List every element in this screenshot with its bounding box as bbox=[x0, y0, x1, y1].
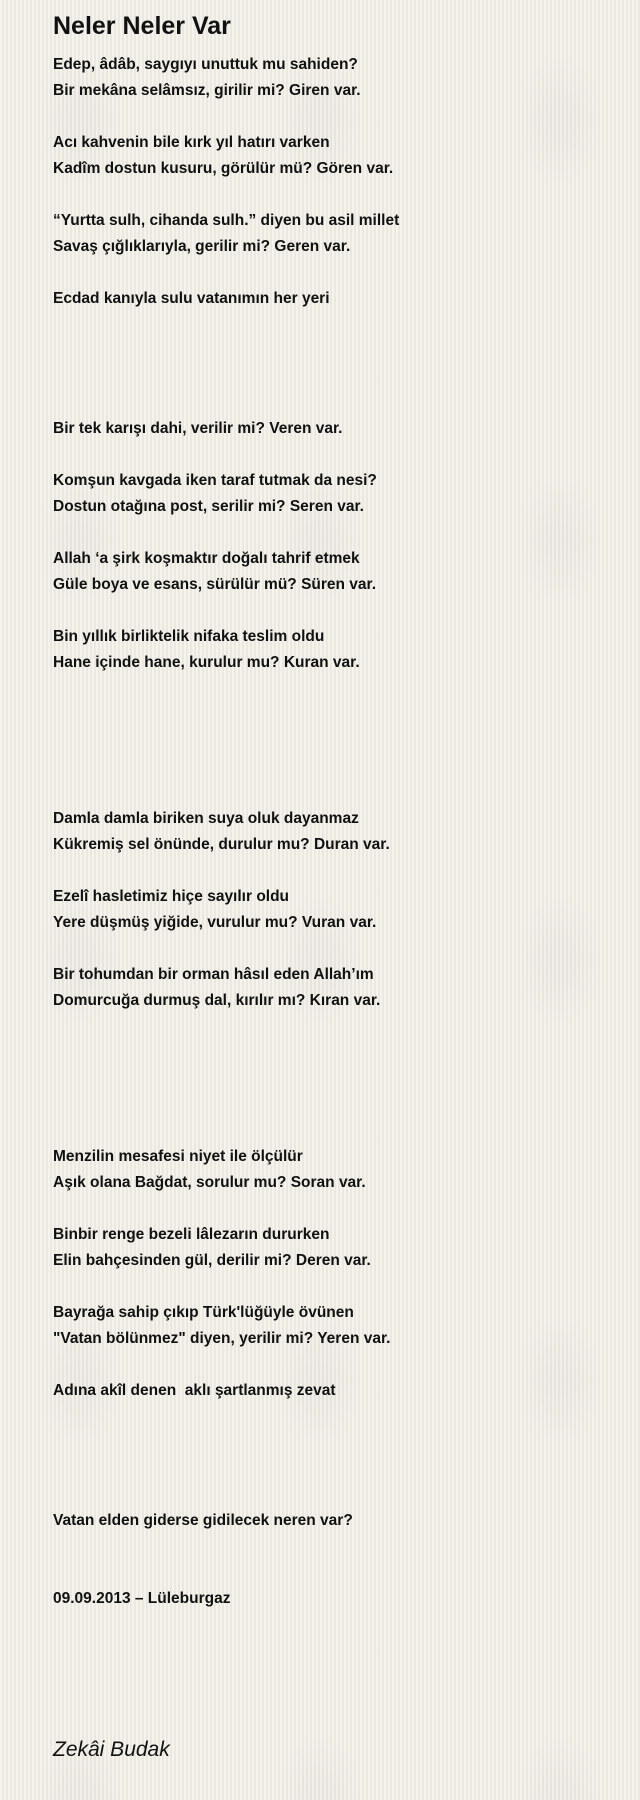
blank-line bbox=[53, 1482, 613, 1508]
blank-line bbox=[53, 1352, 613, 1378]
poem-line: Adına akîl denen aklı şartlanmış zevat bbox=[53, 1382, 336, 1399]
author-signature: Zekâi Budak bbox=[53, 1738, 170, 1761]
poem-line: Bin yıllık birliktelik nifaka teslim oldu bbox=[53, 628, 325, 645]
blank-line bbox=[53, 312, 613, 338]
poem-line: Bir tohumdan bir orman hâsıl eden Allah’ım bbox=[53, 966, 374, 983]
poem-line: Savaş çığlıklarıyla, gerilir mi? Geren var. bbox=[53, 238, 351, 255]
poem-line: Güle boya ve esans, sürülür mü? Süren var. bbox=[53, 576, 377, 593]
blank-line bbox=[53, 1092, 613, 1118]
blank-line bbox=[53, 598, 613, 624]
poem-line: Domurcuğa durmuş dal, kırılır mı? Kıran var. bbox=[53, 992, 381, 1009]
poem-line: Komşun kavgada iken taraf tutmak da nesi? bbox=[53, 472, 377, 489]
poem-line: Kadîm dostun kusuru, görülür mü? Gören var. bbox=[53, 160, 394, 177]
blank-line bbox=[53, 1196, 613, 1222]
blank-line bbox=[53, 260, 613, 286]
poem-line: Elin bahçesinden gül, derilir mi? Deren var. bbox=[53, 1252, 371, 1269]
poem-line: "Vatan bölünmez" diyen, yerilir mi? Yeren var. bbox=[53, 1330, 391, 1347]
blank-line bbox=[53, 1456, 613, 1482]
blank-line bbox=[53, 858, 613, 884]
poem-line: Hane içinde hane, kurulur mu? Kuran var. bbox=[53, 654, 360, 671]
blank-line bbox=[53, 1404, 613, 1430]
poem-line: Dostun otağına post, serilir mi? Seren var. bbox=[53, 498, 364, 515]
blank-line bbox=[53, 780, 613, 806]
poem-line: Ecdad kanıyla sulu vatanımın her yeri bbox=[53, 290, 330, 307]
poem-line: “Yurtta sulh, cihanda sulh.” diyen bu asil millet bbox=[53, 212, 400, 229]
blank-line bbox=[53, 364, 613, 390]
poem-line: Yere düşmüş yiğide, vurulur mu? Vuran var. bbox=[53, 914, 377, 931]
blank-line bbox=[53, 702, 613, 728]
blank-line bbox=[53, 104, 613, 130]
poem-line: Bayrağa sahip çıkıp Türk'lüğüyle övünen bbox=[53, 1304, 354, 1321]
poem-line: Ezelî hasletimiz hiçe sayılır oldu bbox=[53, 888, 290, 905]
poem-line: Kükremiş sel önünde, durulur mu? Duran var. bbox=[53, 836, 390, 853]
blank-line bbox=[53, 936, 613, 962]
blank-line bbox=[53, 390, 613, 416]
blank-line bbox=[53, 442, 613, 468]
blank-line bbox=[53, 1560, 613, 1586]
poem-line: Menzilin mesafesi niyet ile ölçülür bbox=[53, 1148, 303, 1165]
blank-line bbox=[53, 1534, 613, 1560]
poem-line: Allah ‘a şirk koşmaktır doğalı tahrif etmek bbox=[53, 550, 360, 567]
blank-line bbox=[53, 1274, 613, 1300]
blank-line bbox=[53, 338, 613, 364]
poem-body bbox=[53, 52, 613, 1612]
poem-line: Vatan elden giderse gidilecek neren var? bbox=[53, 1512, 353, 1529]
blank-line bbox=[53, 754, 613, 780]
poem-title: Neler Neler Var bbox=[53, 12, 231, 40]
blank-line bbox=[53, 1118, 613, 1144]
poem-line: Aşık olana Bağdat, sorulur mu? Soran var. bbox=[53, 1174, 366, 1191]
blank-line bbox=[53, 1430, 613, 1456]
poem-line: Damla damla biriken suya oluk dayanmaz bbox=[53, 810, 359, 827]
poem-line: Acı kahvenin bile kırk yıl hatırı varken bbox=[53, 134, 330, 151]
poem-line: Bir mekâna selâmsız, girilir mi? Giren var. bbox=[53, 82, 361, 99]
blank-line bbox=[53, 1066, 613, 1092]
blank-line bbox=[53, 728, 613, 754]
blank-line bbox=[53, 676, 613, 702]
blank-line bbox=[53, 1014, 613, 1040]
poem-line: Edep, âdâb, saygıyı unuttuk mu sahiden? bbox=[53, 56, 358, 73]
poem-line: 09.09.2013 – Lüleburgaz bbox=[53, 1590, 231, 1607]
poem-line: Binbir renge bezeli lâlezarın dururken bbox=[53, 1226, 330, 1243]
blank-line bbox=[53, 182, 613, 208]
blank-line bbox=[53, 1040, 613, 1066]
blank-line bbox=[53, 520, 613, 546]
poem-line: Bir tek karışı dahi, verilir mi? Veren var. bbox=[53, 420, 343, 437]
